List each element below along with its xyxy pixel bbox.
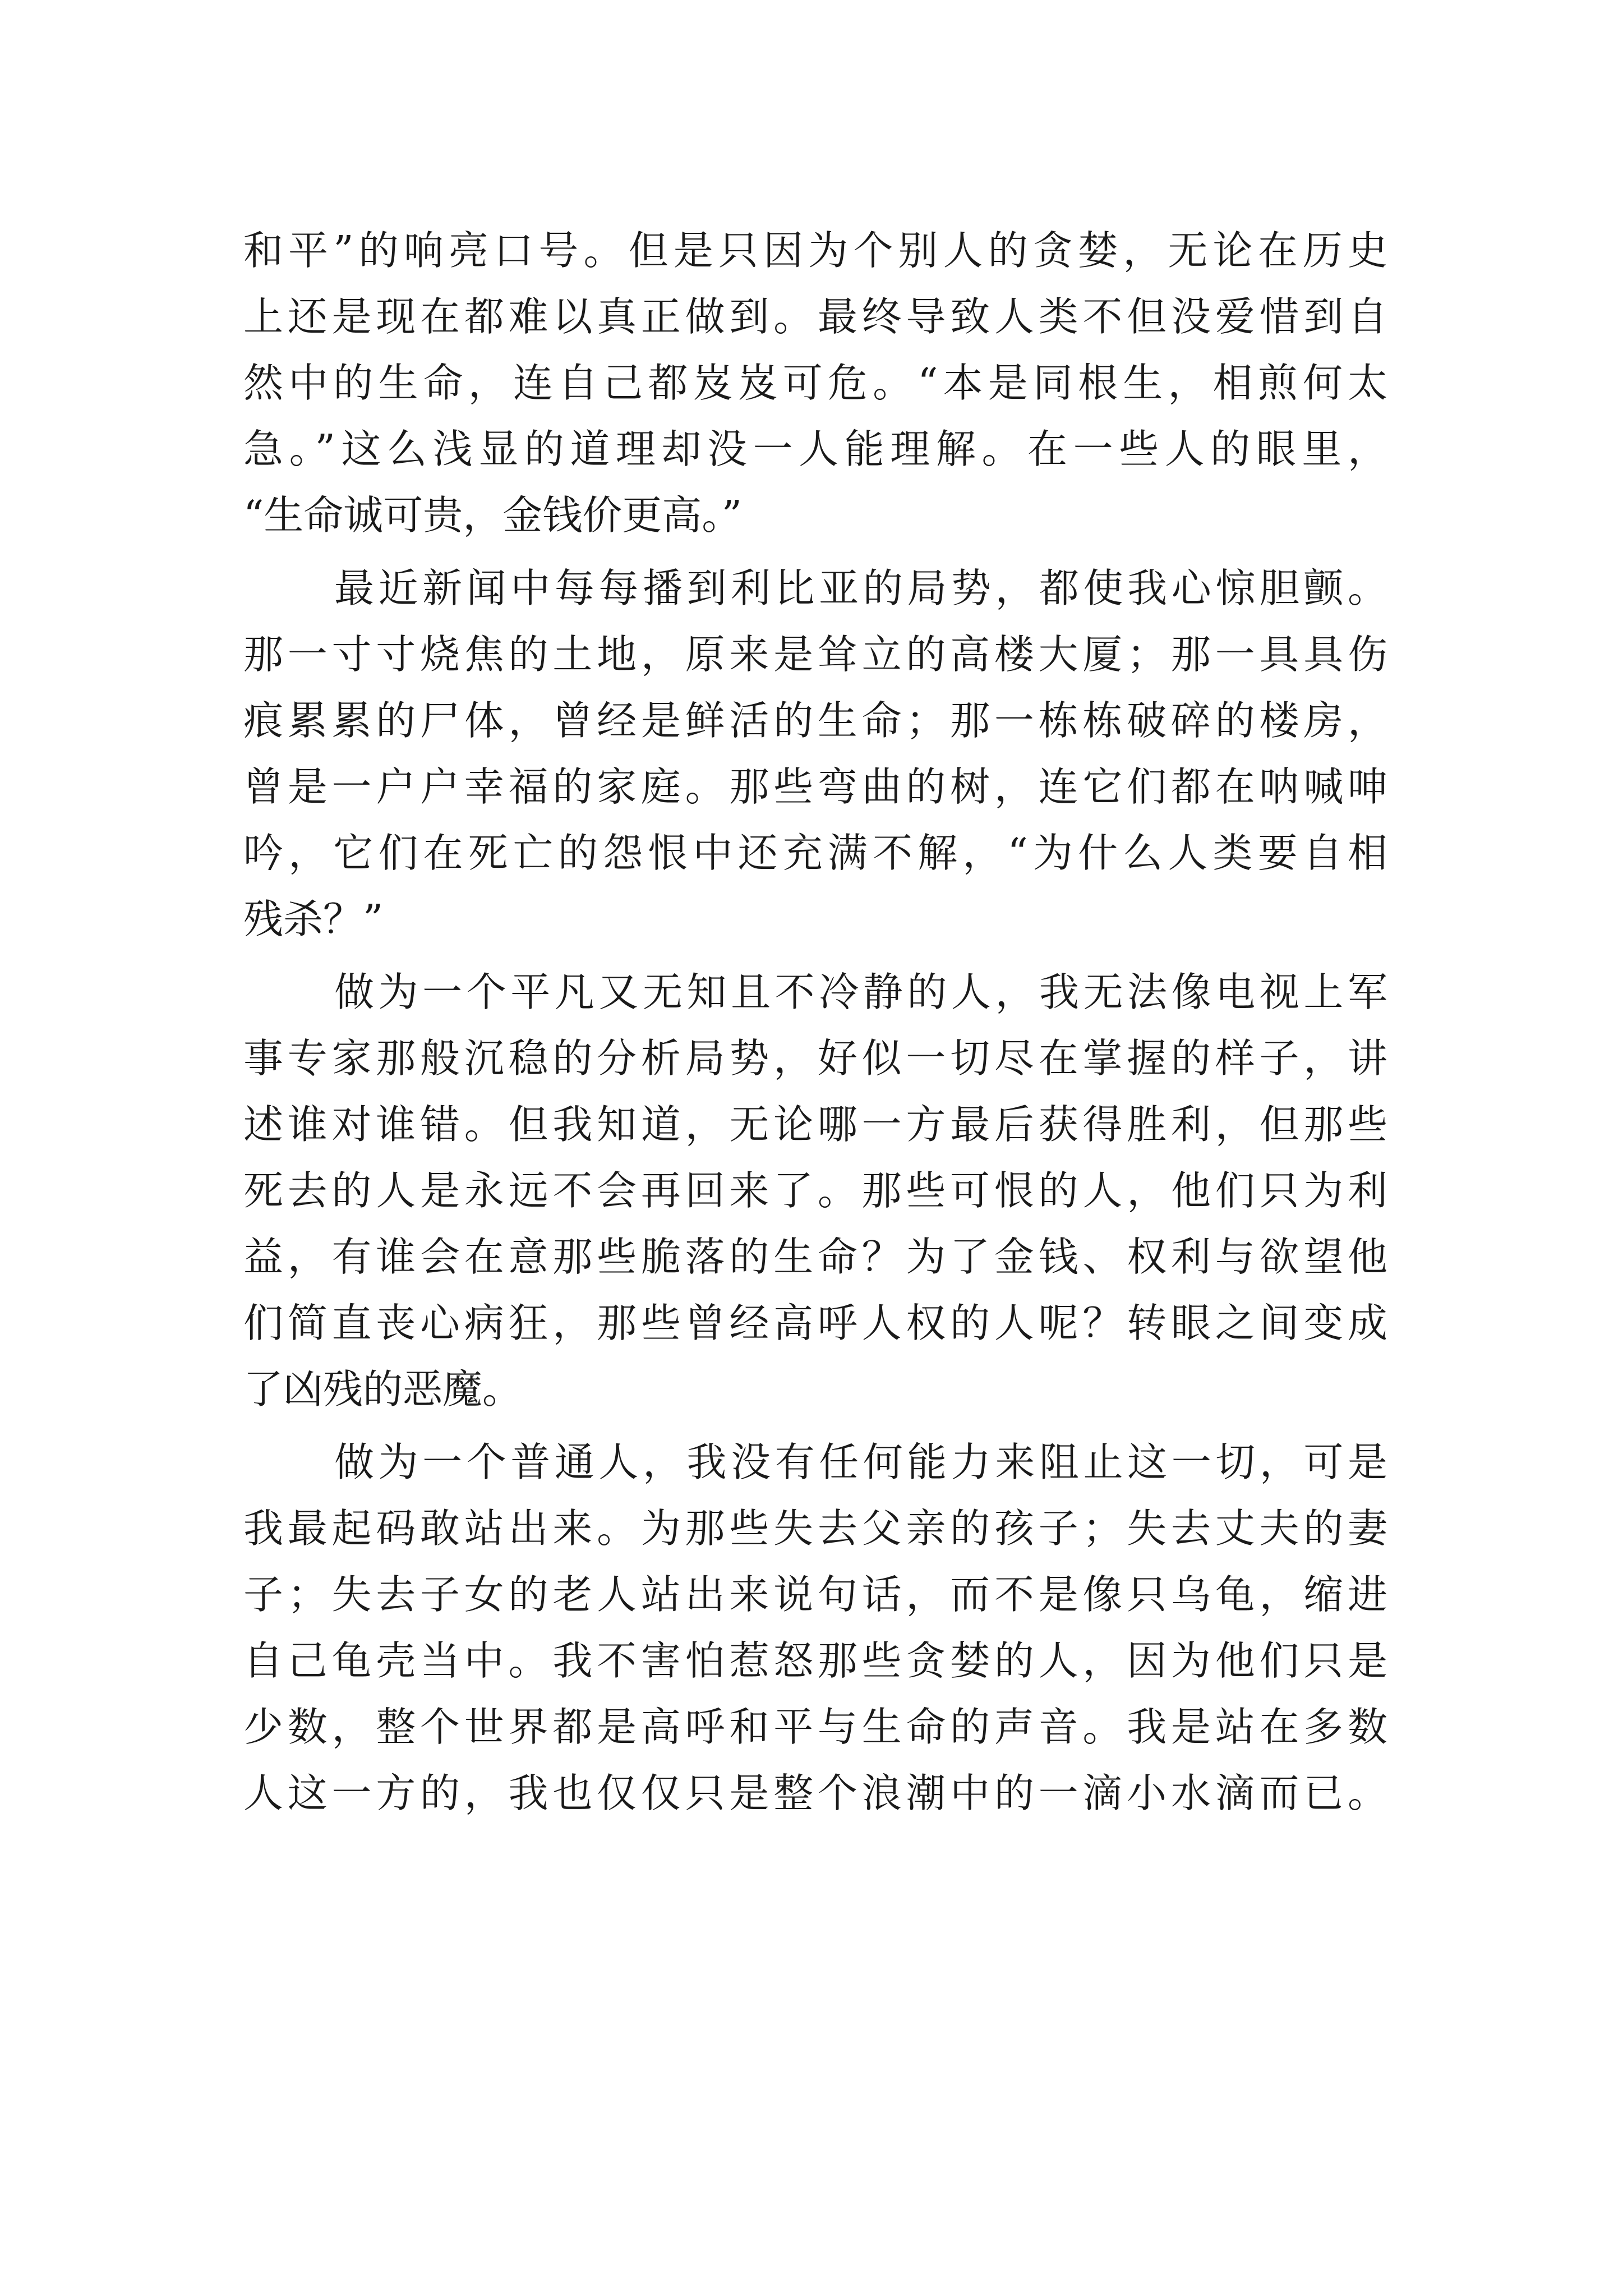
text-line: 少数，整个世界都是高呼和平与生命的声音。我是站在多数	[243, 1704, 1387, 1750]
paragraph-gap	[243, 549, 1387, 555]
text-line: 益，有谁会在意那些脆落的生命？为了金钱、权利与欲望他	[243, 1234, 1387, 1280]
text-line: 痕累累的尸体，曾经是鲜活的生命；那一栋栋破碎的楼房，	[243, 697, 1387, 744]
text-line: 我最起码敢站出来。为那些失去父亲的孩子；失去丈夫的妻	[243, 1505, 1387, 1552]
text-line: 最近新闻中每每播到利比亚的局势，都使我心惊胆颤。	[334, 565, 1387, 611]
text-line: 死去的人是永远不会再回来了。那些可恨的人，他们只为利	[243, 1167, 1387, 1214]
text-line: 自己龟壳当中。我不害怕惹怒那些贪婪的人，因为他们只是	[243, 1637, 1387, 1684]
text-line: 那一寸寸烧焦的土地，原来是耸立的高楼大厦；那一具具伤	[243, 631, 1387, 678]
paragraph	[243, 959, 1387, 1423]
text-line: 子；失去子女的老人站出来说句话，而不是像只乌龟，缩进	[243, 1571, 1387, 1618]
body-text	[243, 218, 1387, 1826]
text-line: “生命诚可贵，金钱价更高。”	[243, 492, 743, 539]
text-line: 了凶残的恶魔。	[243, 1366, 523, 1412]
text-line: 们简直丧心病狂，那些曾经高呼人权的人呢？转眼之间变成	[243, 1300, 1387, 1346]
text-line: 吟，它们在死亡的怨恨中还充满不解，“为什么人类要自相	[243, 830, 1387, 876]
text-line: 事专家那般沉稳的分析局势，好似一切尽在掌握的样子，讲	[243, 1035, 1387, 1082]
text-line: 做为一个普通人，我没有任何能力来阻止这一切，可是	[334, 1439, 1387, 1485]
text-line: 残杀？”	[243, 896, 384, 942]
text-line: 急。”这么浅显的道理却没一人能理解。在一些人的眼里，	[243, 426, 1387, 472]
text-line: 上还是现在都难以真正做到。最终导致人类不但没爱惜到自	[243, 293, 1387, 340]
text-line: 述谁对谁错。但我知道，无论哪一方最后获得胜利，但那些	[243, 1101, 1387, 1148]
paragraph-gap	[243, 1423, 1387, 1429]
text-line: 做为一个平凡又无知且不冷静的人，我无法像电视上军	[334, 969, 1387, 1015]
text-line: 然中的生命，连自己都岌岌可危。“本是同根生，相煎何太	[243, 360, 1387, 406]
text-line: 和平”的响亮口号。但是只因为个别人的贪婪，无论在历史	[243, 227, 1387, 274]
paragraph-gap	[243, 953, 1387, 959]
text-line: 人这一方的，我也仅仅只是整个浪潮中的一滴小水滴而已。	[243, 1770, 1387, 1816]
paragraph	[243, 1429, 1387, 1826]
paragraph	[243, 555, 1387, 953]
text-line: 曾是一户户幸福的家庭。那些弯曲的树，连它们都在呐喊呻	[243, 763, 1387, 810]
paragraph	[243, 218, 1387, 549]
